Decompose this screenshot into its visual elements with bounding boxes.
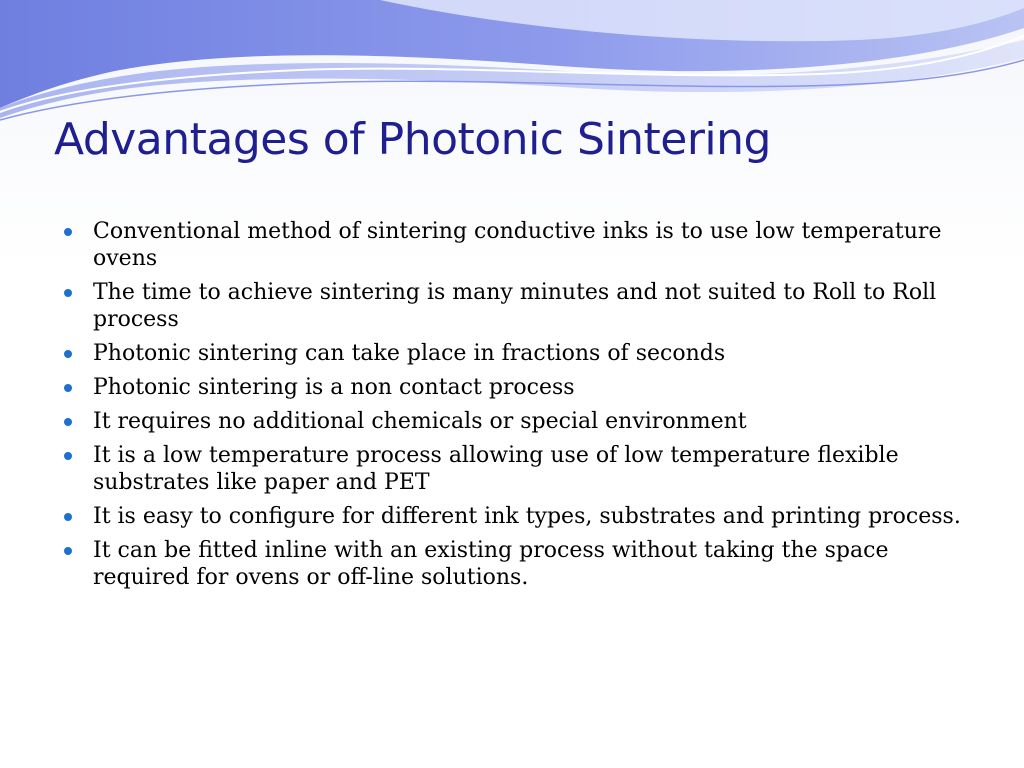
bullet-text: It is a low temperature process allowing use of low temperature flexible substrates like paper and PET — [93, 443, 899, 495]
bullet-dot-icon — [64, 513, 72, 521]
bullet-item — [62, 408, 972, 435]
bullet-item — [62, 537, 972, 591]
bullet-list — [62, 218, 972, 598]
bullet-item — [62, 442, 972, 496]
bullet-text: The time to achieve sintering is many minutes and not suited to Roll to Roll process — [93, 280, 937, 332]
bullet-dot-icon — [64, 228, 72, 236]
bullet-dot-icon — [64, 418, 72, 426]
bullet-item — [62, 279, 972, 333]
bullet-text: Photonic sintering is a non contact process — [93, 375, 575, 400]
bullet-text: It is easy to configure for different ink types, substrates and printing process. — [93, 504, 961, 529]
bullet-dot-icon — [64, 384, 72, 392]
header-wave-decoration — [0, 0, 1024, 130]
bullet-text: It requires no additional chemicals or special environment — [93, 409, 747, 434]
bullet-dot-icon — [64, 547, 72, 555]
bullet-text: It can be fitted inline with an existing process without taking the space required for ovens or off-line solutions. — [93, 538, 889, 590]
bullet-dot-icon — [64, 452, 72, 460]
bullet-dot-icon — [64, 350, 72, 358]
bullet-item — [62, 503, 972, 530]
bullet-dot-icon — [64, 289, 72, 297]
bullet-text: Photonic sintering can take place in fractions of seconds — [93, 341, 726, 366]
bullet-item — [62, 218, 972, 272]
bullet-text: Conventional method of sintering conductive inks is to use low temperature ovens — [93, 219, 942, 271]
bullet-item — [62, 374, 972, 401]
slide-title: Advantages of Photonic Sintering — [54, 114, 771, 165]
bullet-item — [62, 340, 972, 367]
